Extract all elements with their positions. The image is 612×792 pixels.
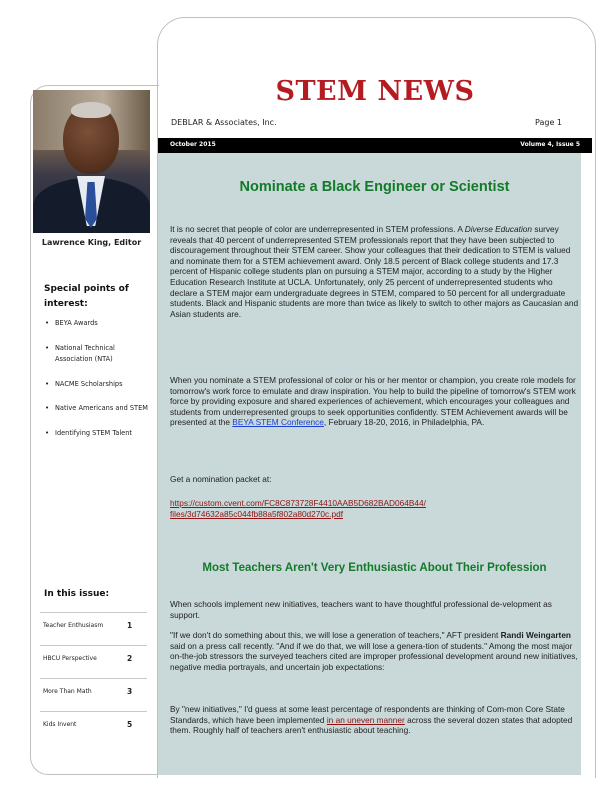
- article1-paragraph-1: It is no secret that people of color are underrepresented in STEM professions. A Diverse Education survey reveals that 40 percent of underrepresented STEM professionals report that they have been subjected to discouragement throughout their STEM career. Show your colleagues that their dedication to STEM is valued and nominate them for a STEM achievement award. Only 18.5 percent of Black college students and 17.3 percent of Hispanic college students plan on pursuing a STEM major, according to a study by the Higher Education Research Institute at UCLA. Unfortunately, only 25 percent of underrepresented students who declare a STEM major earn undergraduate degrees in STEM, compared to 50 percent for all undergraduate students. Black and Hispanic students are more than twice as likely to switch to other majors as Caucasian and Asian students are.: [170, 224, 579, 319]
- masthead-title: STEM NEWS: [275, 76, 475, 107]
- issue-date: October 2015: [170, 141, 216, 148]
- beya-conference-link[interactable]: BEYA STEM Conference: [232, 417, 324, 428]
- special-point-item: • BEYA Awards: [44, 318, 152, 330]
- article1-paragraph-3: Get a nomination packet at:: [170, 474, 272, 484]
- toc-title: Teacher Enthusiasm: [43, 622, 104, 629]
- article1-paragraph-2: When you nominate a STEM professional of color or his or her mentor or champion, you create role models for tomorrow's work force to emulate and draw inspiration. You help to build the pipeline of tomorrow's STEM work force by providing exposure and shared experiences of achievement, which encourages your colleagues and students from underrepresented groups to seek opportunities confidently. STEM Achievement awards will be presented at the BEYA STEM Conference, February 18-20, 2016, in Philadelphia, PA.: [170, 375, 576, 428]
- article2-paragraph-2: "If we don't do something about this, we will lose a generation of teachers," AFT president Randi Weingarten said on a press call recently. "And if we do that, we will lose a genera-tion of students." Among the most major on-the-job stressors the surveyed teachers cited are improper professional development around new initiatives, negative media portrayals, and uncertain job expectations:: [170, 630, 578, 672]
- toc-row[interactable]: [40, 645, 147, 678]
- uneven-manner-link[interactable]: in an uneven manner: [326, 714, 405, 725]
- toc-title: Kids Invent: [43, 721, 77, 728]
- issue-band: [158, 138, 592, 153]
- special-point-item: • National Technical Association (NTA): [44, 343, 152, 366]
- toc-row[interactable]: [40, 612, 147, 645]
- toc-page: 3: [127, 687, 133, 696]
- special-point-item: • Native Americans and STEM: [44, 403, 152, 415]
- company-name: DEBLAR & Associates, Inc.: [171, 118, 277, 127]
- article2-paragraph-1: When schools implement new initiatives, teachers want to have thoughtful professional de-velopment as support.: [170, 599, 552, 620]
- toc-title: More Than Math: [43, 688, 92, 695]
- nomination-url[interactable]: [170, 498, 580, 519]
- special-point-item: • NACME Scholarships: [44, 379, 152, 391]
- editor-photo: [33, 90, 150, 233]
- article2-paragraph-3: By "new initiatives," I'd guess at some least percentage of respondents are thinking of Com-mon Core State Standards, which have been implemented in an uneven manner across the several dozen states that adopted them. Roughly half of teachers aren't enthusiastic about teaching.: [170, 704, 573, 736]
- photo-caption: Lawrence King, Editor: [41, 238, 142, 247]
- special-points-list: [44, 318, 152, 452]
- page-number: Page 1: [535, 118, 562, 127]
- toc-page: 1: [127, 621, 133, 630]
- toc-title: HBCU Perspective: [43, 655, 97, 662]
- table-of-contents: [40, 612, 147, 744]
- nomination-url-line1[interactable]: https://custom.cvent.com/FC8C873728F4410AAB5D682BAD064B44/: [170, 498, 426, 508]
- in-this-issue-title: In this issue:: [44, 589, 110, 599]
- special-point-item: • Identifying STEM Talent: [44, 428, 152, 440]
- toc-page: 2: [127, 654, 133, 663]
- toc-row[interactable]: [40, 711, 147, 744]
- toc-row[interactable]: [40, 678, 147, 711]
- special-points-title: Special points of interest:: [44, 284, 129, 309]
- issue-volume: Volume 4, Issue 5: [520, 141, 580, 148]
- nomination-url-line2[interactable]: files/3d74632a85c044fb88a5f802a80d270c.pdf: [170, 508, 344, 519]
- article2-title: Most Teachers Aren't Very Enthusiastic About Their Profession: [202, 562, 547, 574]
- toc-page: 5: [127, 720, 133, 729]
- article1-title: Nominate a Black Engineer or Scientist: [239, 179, 510, 195]
